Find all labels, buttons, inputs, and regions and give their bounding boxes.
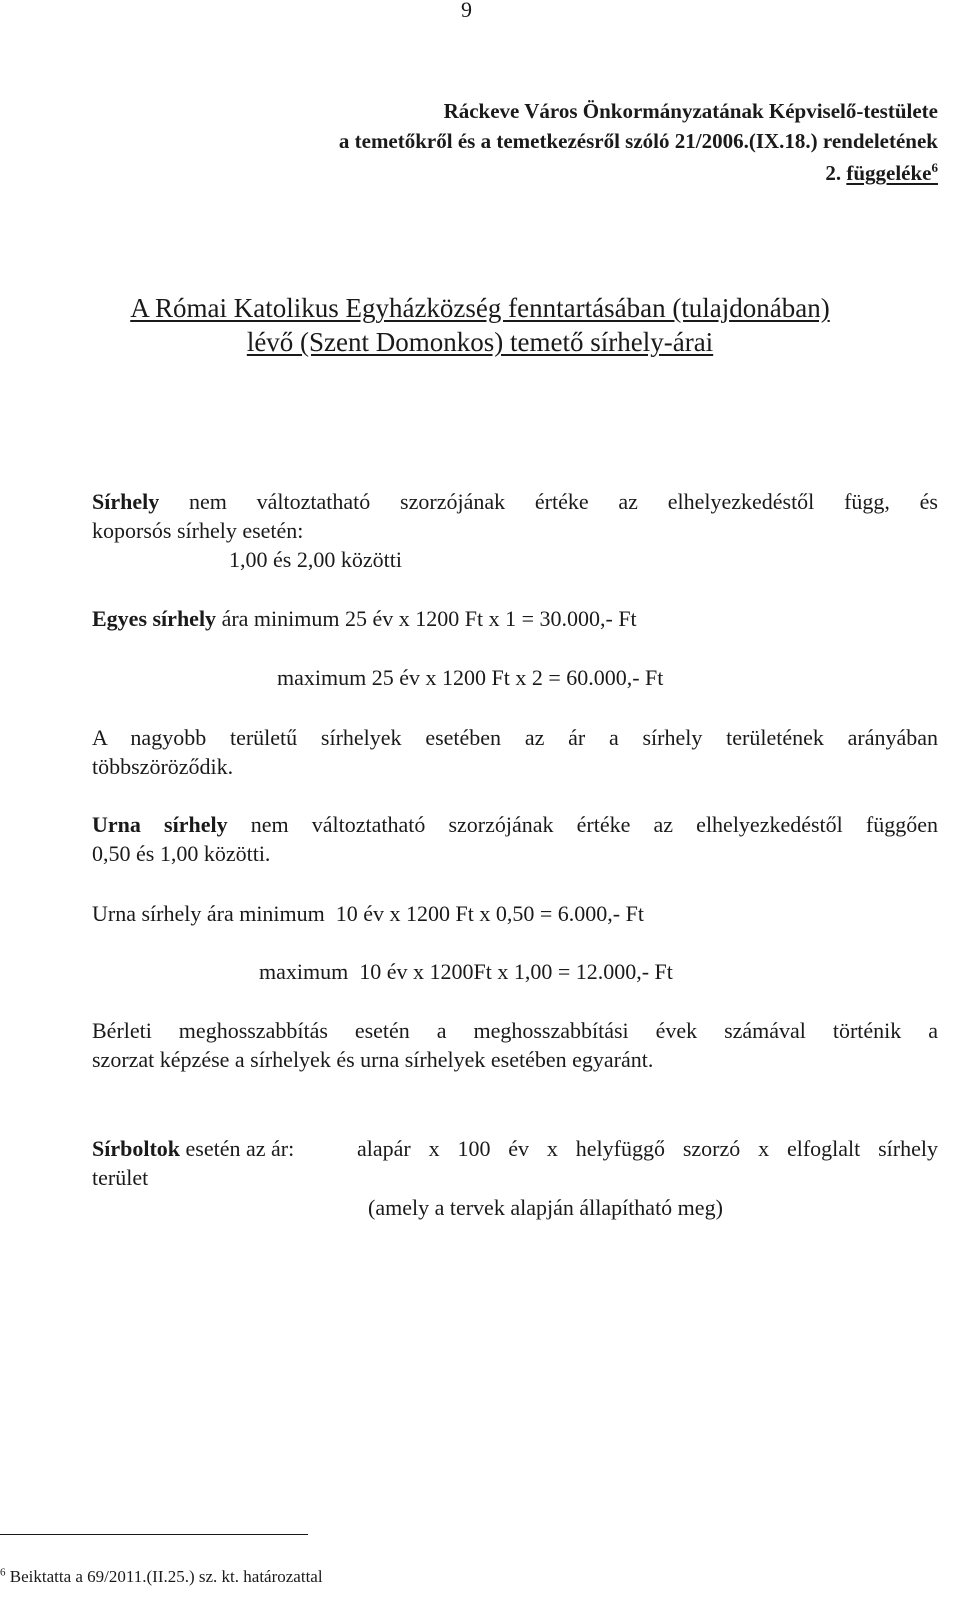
sirhely-bold: Sírhely bbox=[92, 489, 160, 514]
sirhely-line-2: koporsós sírhely esetén: bbox=[92, 518, 304, 543]
nagyobb-line-1: A nagyobb területű sírhelyek esetében az ár a sírhely területének arányában bbox=[92, 725, 938, 750]
header-line-3 bbox=[825, 160, 938, 186]
footnote-number: 6 bbox=[0, 1566, 6, 1579]
sirboltok-note: (amely a tervek alapján állapítható meg) bbox=[368, 1195, 723, 1220]
urna-line-2: 0,50 és 1,00 közötti. bbox=[92, 841, 271, 866]
sirboltok-formula: alapár x 100 év x helyfüggő szorzó x elfoglalt sírhely bbox=[357, 1136, 938, 1161]
urna-max-line: maximum 10 év x 1200Ft x 1,00 = 12.000,- Ft bbox=[259, 959, 673, 984]
urna-line-1: Urna sírhely nem változtatható szorzójának értéke az elhelyezkedéstől függően bbox=[92, 812, 938, 837]
footnote bbox=[0, 1567, 323, 1587]
urna-bold: Urna sírhely bbox=[92, 812, 228, 837]
sirboltok-line-2: terület bbox=[92, 1165, 149, 1190]
berleti-line-2: szorzat képzése a sírhelyek és urna sírhelyek esetében egyaránt. bbox=[92, 1047, 654, 1072]
title-line-2: lévő (Szent Domonkos) temető sírhely-árai bbox=[246, 327, 714, 357]
sirhely-range: 1,00 és 2,00 közötti bbox=[229, 547, 402, 572]
title-line-1: A Római Katolikus Egyházközség fenntartásában (tulajdonában) bbox=[130, 293, 830, 323]
header-line-1: Ráckeve Város Önkormányzatának Képviselő-testülete bbox=[443, 99, 938, 123]
egyes-min-line: Egyes sírhely ára minimum 25 év x 1200 Ft x 1 = 30.000,- Ft bbox=[92, 606, 637, 631]
egyes-max-line: maximum 25 év x 1200 Ft x 2 = 60.000,- Ft bbox=[277, 665, 664, 690]
header-number: 2. bbox=[825, 161, 842, 185]
nagyobb-line-2: többszöröződik. bbox=[92, 754, 234, 779]
sirhely-line-1: Sírhely nem változtatható szorzójának értéke az elhelyezkedéstől függ, és bbox=[92, 489, 938, 514]
page-number: 9 bbox=[461, 0, 472, 22]
header-appendix-word: függeléke$^6$ bbox=[846, 160, 938, 185]
header-line-2: a temetőkről és a temetkezésről szóló 21/2006.(IX.18.) rendeletének bbox=[338, 129, 938, 153]
footnote-separator bbox=[0, 1534, 308, 1535]
sirboltok-label: Sírboltok esetén az ár: bbox=[92, 1136, 295, 1161]
footnote-text: Beiktatta a 69/2011.(II.25.) sz. kt. határozattal bbox=[9, 1567, 323, 1586]
urna-min-line: Urna sírhely ára minimum 10 év x 1200 Ft x 0,50 = 6.000,- Ft bbox=[92, 901, 644, 926]
egyes-bold: Egyes sírhely bbox=[92, 606, 217, 631]
header-footnote-ref: 6 bbox=[931, 160, 938, 175]
sirboltok-bold: Sírboltok bbox=[92, 1136, 181, 1161]
berleti-line-1: Bérleti meghosszabbítás esetén a meghosszabbítási évek számával történik a bbox=[92, 1018, 938, 1043]
